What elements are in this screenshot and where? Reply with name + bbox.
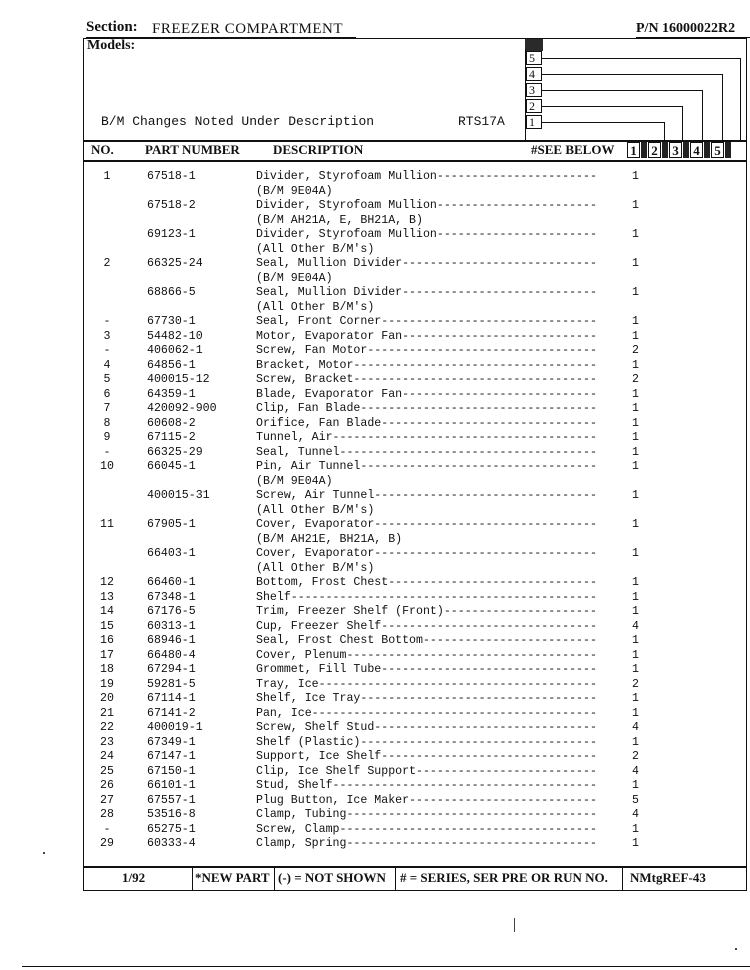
- table-row: [83, 678, 747, 693]
- table-row: [83, 475, 747, 490]
- quantity: 1: [632, 329, 639, 343]
- description: Blade, Evaporator Fan----------------------------: [256, 387, 597, 401]
- footer-divider: [622, 866, 623, 890]
- quantity: 1: [632, 706, 639, 720]
- series-connector-4: [542, 74, 722, 75]
- table-row: [83, 272, 747, 287]
- table-row: [83, 315, 747, 330]
- models-label: Models:: [87, 38, 136, 53]
- item-number: 3: [103, 329, 111, 343]
- item-number: 4: [103, 358, 111, 372]
- item-number: -: [103, 344, 111, 357]
- scan-speck: [735, 948, 737, 950]
- item-number: 21: [100, 706, 114, 720]
- part-number: 64359-1: [147, 387, 196, 401]
- table-row: [83, 417, 747, 432]
- table-row: [83, 794, 747, 809]
- part-number: 68946-1: [147, 634, 196, 647]
- description: Bottom, Frost Chest------------------------------: [256, 576, 597, 589]
- quantity: 1: [632, 663, 639, 676]
- description: Bracket, Motor-----------------------------------: [256, 358, 597, 372]
- description: Clamp, Tubing------------------------------------: [256, 808, 597, 821]
- quantity: 1: [632, 387, 639, 401]
- description: (B/M AH21A, E, BH21A, B): [256, 213, 423, 227]
- part-number: 65275-1: [147, 822, 196, 836]
- series-col-1: 1: [627, 142, 640, 158]
- table-row: [83, 779, 747, 794]
- quantity: 1: [632, 257, 639, 270]
- series-ladder-edge: [525, 49, 526, 140]
- item-number: 1: [103, 170, 111, 183]
- description: Seal, Mullion Divider----------------------------: [256, 286, 597, 299]
- footer-date: 1/92: [122, 870, 146, 885]
- series-connector-2-drop: [682, 106, 683, 140]
- column-see-below: #SEE BELOW: [531, 142, 615, 157]
- table-row: [83, 257, 747, 272]
- quantity: 2: [632, 344, 639, 357]
- description: Trim, Freezer Shelf (Front)----------------------: [256, 605, 597, 618]
- item-number: 25: [100, 764, 114, 778]
- description: (B/M 9E04A): [256, 184, 333, 198]
- part-number: 67905-1: [147, 518, 196, 531]
- table-row: [83, 692, 747, 707]
- item-number: 28: [100, 808, 114, 821]
- series-connector-4-drop: [722, 74, 723, 140]
- quantity: 2: [632, 750, 639, 763]
- quantity: 2: [632, 373, 639, 386]
- description: Plug Button, Ice Maker---------------------------: [256, 793, 597, 807]
- footer-divider: [192, 866, 193, 890]
- item-number: 11: [100, 518, 114, 531]
- part-number: 67348-1: [147, 590, 196, 604]
- table-row: [83, 286, 747, 301]
- item-number: 29: [100, 837, 114, 850]
- item-number: 6: [103, 387, 111, 401]
- table-row: [83, 649, 747, 664]
- table-row: [83, 562, 747, 577]
- description: Support, Ice Shelf-------------------------------: [256, 750, 597, 763]
- series-connector-3-drop: [702, 90, 703, 140]
- table-row: [83, 460, 747, 475]
- table-row: [83, 373, 747, 388]
- item-number: 26: [100, 779, 114, 792]
- quantity: 1: [632, 228, 639, 241]
- model-code: RTS17A: [458, 114, 505, 129]
- quantity: 1: [632, 547, 639, 560]
- quantity: 4: [632, 808, 639, 821]
- series-col-4: 4: [690, 142, 703, 158]
- description: Tray, Ice----------------------------------------: [256, 677, 597, 691]
- series-box-5: 5: [526, 51, 542, 65]
- table-row: [83, 634, 747, 649]
- table-row: [83, 504, 747, 519]
- footer-new-part: *NEW PART: [195, 870, 270, 885]
- table-row: [83, 431, 747, 446]
- description: Shelf, Ice Tray----------------------------------: [256, 692, 597, 705]
- table-row: [83, 518, 747, 533]
- series-col-5: 5: [711, 142, 724, 158]
- quantity: 1: [632, 170, 639, 183]
- table-row: [83, 576, 747, 591]
- quantity: 4: [632, 619, 639, 633]
- quantity: 4: [632, 721, 639, 734]
- part-number: 400015-31: [147, 489, 210, 502]
- quantity: 1: [632, 735, 639, 749]
- description: Grommet, Fill Tube-------------------------------: [256, 663, 597, 676]
- table-row: [83, 214, 747, 229]
- quantity: 1: [632, 576, 639, 589]
- item-number: 27: [100, 793, 114, 807]
- series-connector-2: [542, 106, 682, 107]
- table-row: [83, 823, 747, 838]
- table-row: [83, 243, 747, 258]
- quantity: 1: [632, 286, 639, 299]
- description: Clamp, Spring------------------------------------: [256, 837, 597, 850]
- scan-speck: [43, 852, 45, 854]
- table-row: [83, 736, 747, 751]
- part-number: 60313-1: [147, 619, 196, 633]
- quantity: 1: [632, 605, 639, 618]
- description: Screw, Air Tunnel--------------------------------: [256, 489, 597, 502]
- item-number: 2: [103, 257, 111, 270]
- series-box-1: 1: [526, 115, 542, 129]
- series-connector-1-drop: [664, 122, 665, 140]
- part-number: 67518-2: [147, 199, 196, 212]
- quantity: 1: [632, 445, 639, 459]
- item-number: -: [103, 822, 111, 836]
- table-row: [83, 402, 747, 417]
- quantity: 1: [632, 431, 639, 444]
- table-row: [83, 330, 747, 345]
- table-row: [83, 446, 747, 461]
- description: Orifice, Fan Blade-------------------------------: [256, 416, 597, 430]
- table-row: [83, 359, 747, 374]
- table-row: [83, 591, 747, 606]
- description: Pin, Air Tunnel----------------------------------: [256, 460, 597, 473]
- description: Screw, Fan Motor---------------------------------: [256, 344, 597, 357]
- item-number: 20: [100, 692, 114, 705]
- table-row: [83, 707, 747, 722]
- quantity: 1: [632, 837, 639, 850]
- description: (All Other B/M's): [256, 561, 375, 575]
- description: Screw, Bracket-----------------------------------: [256, 373, 597, 386]
- description: (B/M AH21E, BH21A, B): [256, 532, 403, 546]
- table-row: [83, 185, 747, 200]
- item-number: 9: [103, 431, 111, 444]
- description: Motor, Evaporator Fan----------------------------: [256, 329, 597, 343]
- column-part-number: PART NUMBER: [145, 142, 240, 157]
- parts-table: [83, 170, 747, 852]
- part-number: 67730-1: [147, 315, 196, 328]
- quantity: 1: [632, 590, 639, 604]
- item-number: 7: [103, 402, 111, 415]
- description: Stud, Shelf--------------------------------------: [256, 779, 597, 792]
- part-number: 53516-8: [147, 808, 196, 821]
- part-number: 66480-4: [147, 648, 196, 662]
- part-number: 406062-1: [147, 344, 203, 357]
- series-col-3: 3: [669, 142, 682, 158]
- quantity: 1: [632, 199, 639, 212]
- description: Seal, Front Corner-------------------------------: [256, 315, 597, 328]
- footer-not-shown: (-) = NOT SHOWN: [278, 870, 386, 885]
- table-row: [83, 533, 747, 548]
- description: Cup, Freezer Shelf-------------------------------: [256, 619, 597, 633]
- footer-ref: NMtgREF-43: [630, 870, 706, 885]
- item-number: 14: [100, 605, 114, 618]
- part-number: 67141-2: [147, 706, 196, 720]
- item-number: -: [103, 315, 111, 328]
- table-row: [83, 765, 747, 780]
- quantity: 1: [632, 779, 639, 792]
- description: (B/M 9E04A): [256, 474, 333, 488]
- series-col-divider: [725, 142, 731, 158]
- series-connector-5: [542, 58, 740, 59]
- quantity: 2: [632, 677, 639, 691]
- quantity: 4: [632, 764, 639, 778]
- series-col-divider: [683, 142, 689, 158]
- item-number: 16: [100, 634, 114, 647]
- description: (All Other B/M's): [256, 300, 375, 314]
- part-number: 67518-1: [147, 170, 196, 183]
- quantity: 1: [632, 518, 639, 531]
- part-number: 67147-1: [147, 750, 196, 763]
- column-description: DESCRIPTION: [273, 142, 364, 157]
- column-no: NO.: [91, 142, 114, 157]
- quantity: 5: [632, 793, 639, 807]
- table-row: [83, 301, 747, 316]
- part-number: 66101-1: [147, 779, 196, 792]
- table-row: [83, 750, 747, 765]
- bm-changes-note: B/M Changes Noted Under Description: [101, 114, 375, 129]
- quantity: 1: [632, 634, 639, 647]
- series-connector-3: [542, 90, 702, 91]
- part-number-label: P/N 16000022R2: [636, 21, 736, 36]
- part-number: 67557-1: [147, 793, 196, 807]
- description: Cover, Plenum------------------------------------: [256, 648, 597, 662]
- item-number: 17: [100, 648, 114, 662]
- description: Seal, Mullion Divider----------------------------: [256, 257, 597, 270]
- description: Divider, Styrofoam Mullion-----------------------: [256, 228, 597, 241]
- footer-divider: [395, 866, 396, 890]
- part-number: 400015-12: [147, 373, 210, 386]
- description: (All Other B/M's): [256, 242, 375, 256]
- description: Shelf--------------------------------------------: [256, 590, 597, 604]
- part-number: 66045-1: [147, 460, 196, 473]
- description: Divider, Styrofoam Mullion-----------------------: [256, 170, 597, 183]
- description: Cover, Evaporator--------------------------------: [256, 547, 597, 560]
- quantity: 1: [632, 402, 639, 415]
- description: Clip, Fan Blade----------------------------------: [256, 402, 597, 415]
- table-row: [83, 199, 747, 214]
- series-box-3: 3: [526, 83, 542, 97]
- part-number: 66460-1: [147, 576, 196, 589]
- table-row: [83, 489, 747, 504]
- quantity: 1: [632, 692, 639, 705]
- part-number: 67114-1: [147, 692, 196, 705]
- series-col-divider: [641, 142, 647, 158]
- series-col-divider: [704, 142, 710, 158]
- description: (All Other B/M's): [256, 503, 375, 517]
- description: Screw, Shelf Stud--------------------------------: [256, 721, 597, 734]
- quantity: 1: [632, 315, 639, 328]
- item-number: 15: [100, 619, 114, 633]
- part-number: 67176-5: [147, 605, 196, 618]
- part-number: 400019-1: [147, 721, 203, 734]
- description: Clip, Ice Shelf Support--------------------------: [256, 764, 597, 778]
- quantity: 1: [632, 648, 639, 662]
- table-row: [83, 170, 747, 185]
- part-number: 66403-1: [147, 547, 196, 560]
- table-row: [83, 344, 747, 359]
- part-number: 67294-1: [147, 663, 196, 676]
- series-box-2: 2: [526, 99, 542, 113]
- description: Divider, Styrofoam Mullion-----------------------: [256, 199, 597, 212]
- table-row: [83, 837, 747, 852]
- item-number: 12: [100, 576, 114, 589]
- series-box-4: 4: [526, 67, 542, 81]
- part-number: 66325-29: [147, 445, 203, 459]
- series-col-divider: [662, 142, 668, 158]
- item-number: -: [103, 445, 111, 459]
- description: Tunnel, Air--------------------------------------: [256, 431, 597, 444]
- table-row: [83, 808, 747, 823]
- series-connector-5-drop: [740, 58, 741, 140]
- part-number: 59281-5: [147, 677, 196, 691]
- table-row: [83, 721, 747, 736]
- section-title: FREEZER COMPARTMENT: [152, 21, 343, 37]
- table-row: [83, 605, 747, 620]
- page-bottom-rule: [22, 966, 750, 967]
- description: Shelf (Plastic)----------------------------------: [256, 735, 597, 749]
- quantity: 1: [632, 822, 639, 836]
- series-connector-1: [542, 122, 664, 123]
- series-col-2: 2: [648, 142, 661, 158]
- table-row: [83, 388, 747, 403]
- item-number: 23: [100, 735, 114, 749]
- description: Cover, Evaporator--------------------------------: [256, 518, 597, 531]
- quantity: 1: [632, 416, 639, 430]
- item-number: 10: [100, 460, 114, 473]
- part-number: 60608-2: [147, 416, 196, 430]
- part-number: 60333-4: [147, 837, 196, 850]
- part-number: 420092-900: [147, 402, 217, 415]
- series-ladder-cap: [525, 39, 543, 51]
- part-number: 67115-2: [147, 431, 196, 444]
- description: Seal, Frost Chest Bottom-------------------------: [256, 634, 597, 647]
- item-number: 13: [100, 590, 114, 604]
- description: Seal, Tunnel-------------------------------------: [256, 445, 597, 459]
- item-number: 19: [100, 677, 114, 691]
- part-number: 54482-10: [147, 329, 203, 343]
- table-row: [83, 663, 747, 678]
- scan-mark: [514, 918, 515, 932]
- quantity: 1: [632, 358, 639, 372]
- part-number: 67349-1: [147, 735, 196, 749]
- part-number: 64856-1: [147, 358, 196, 372]
- item-number: 8: [103, 416, 111, 430]
- description: Screw, Clamp-------------------------------------: [256, 822, 597, 836]
- description: (B/M 9E04A): [256, 271, 333, 285]
- table-row: [83, 547, 747, 562]
- item-number: 5: [103, 373, 111, 386]
- footer-series-note: # = SERIES, SER PRE OR RUN NO.: [400, 870, 608, 885]
- part-number: 68866-5: [147, 286, 196, 299]
- table-row: [83, 620, 747, 635]
- item-number: 22: [100, 721, 114, 734]
- item-number: 24: [100, 750, 114, 763]
- description: Pan, Ice-----------------------------------------: [256, 706, 597, 720]
- quantity: 1: [632, 489, 639, 502]
- item-number: 18: [100, 663, 114, 676]
- table-row: [83, 228, 747, 243]
- footer-divider: [274, 866, 275, 890]
- section-label: Section:: [86, 19, 138, 35]
- part-number: 69123-1: [147, 228, 196, 241]
- quantity: 1: [632, 460, 639, 473]
- part-number: 66325-24: [147, 257, 203, 270]
- part-number: 67150-1: [147, 764, 196, 778]
